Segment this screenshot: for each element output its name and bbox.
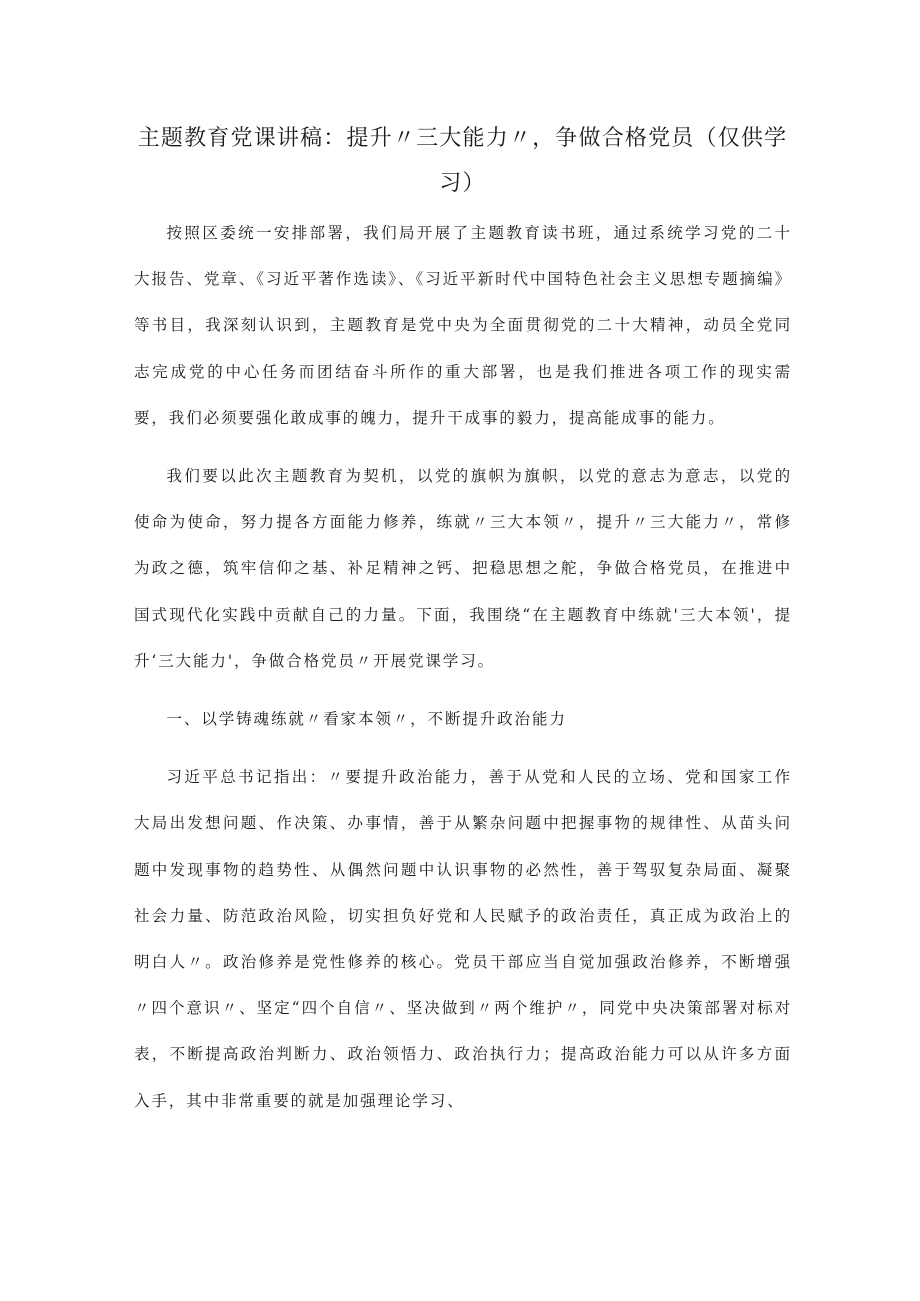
paragraph-opportunity: 我们要以此次主题教育为契机，以党的旗帜为旗帜，以党的意志为意志，以党的使命为使命，努力提各方面能力修养，练就〃三大本领〃，提升〃三大能力〃，常修为政之德，筑牢信仰之基、补足精神之钙、把稳思想之舵，争做合格党员，在推进中国式现代化实践中贡献自己的力量。下面，我围绕“在主题教育中练就'三大本领'，提升‘三大能力'，争做合格党员〃开展党课学习。 [134,467,792,670]
paragraph-intro: 按照区委统一安排部署，我们局开展了主题教育读书班，通过系统学习党的二十大报告、党章、《习近平著作选读》、《习近平新时代中国特色社会主义思想专题摘编》等书目，我深刻认识到，主题教育是党中央为全面贯彻党的二十大精神，动员全党同志完成党的中心任务而团结奋斗所作的重大部署，也是我们推进各项工作的现实需要，我们必须要强化敢成事的魄力，提升干成事的毅力，提高能成事的能力。 [134,224,792,427]
paragraph-political-ability: 习近平总书记指出：〃要提升政治能力，善于从党和人民的立场、党和国家工作大局出发想问题、作决策、办事情，善于从繁杂问题中把握事物的规律性、从苗头问题中发现事物的趋势性、从偶然问题中认识事物的必然性，善于驾驭复杂局面、凝聚社会力量、防范政治风险，切实担负好党和人民赋予的政治责任，真正成为政治上的明白人〃。政治修养是党性修养的核心。党员干部应当自觉加强政治修养，不断增强〃四个意识〃、坚定“四个自信〃、坚决做到〃两个维护〃，同党中央决策部署对标对表，不断提高政治判断力、政治领悟力、政治执行力；提高政治能力可以从许多方面入手，其中非常重要的就是加强理论学习、 [134,768,792,1110]
document-title: 主题教育党课讲稿：提升〃三大能力〃，争做合格党员（仅供学习） [137,126,788,196]
section-heading-1: 一、以学铸魂练就〃看家本领〃，不断提升政治能力 [166,710,567,729]
document-body [134,210,792,1136]
